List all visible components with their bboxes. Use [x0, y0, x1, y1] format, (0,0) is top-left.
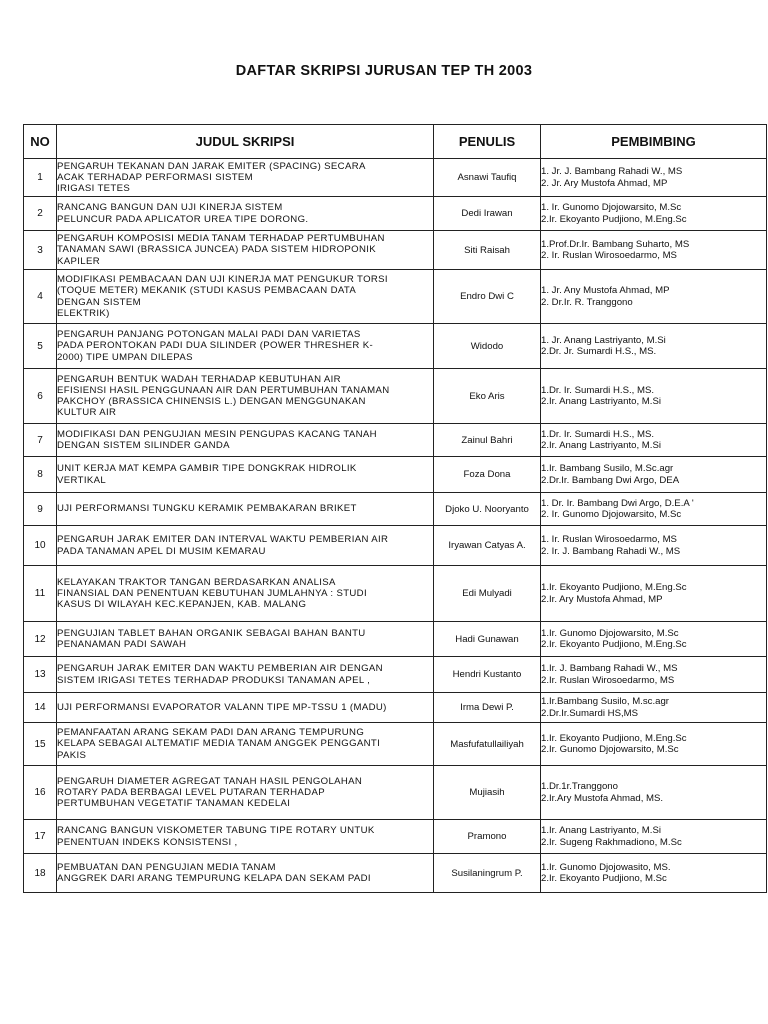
supervisor-names: 1. Jr. J. Bambang Rahadi W., MS 2. Jr. Ary Mustofa Ahmad, MP: [541, 159, 767, 197]
author-name: Dedi Irawan: [434, 197, 541, 231]
table-row: [24, 324, 767, 369]
thesis-title: PENGARUH BENTUK WADAH TERHADAP KEBUTUHAN AIR EFISIENSI HASIL PENGGUNAAN AIR DAN PERTUMBUHAN TANAMAN PAKCHOY (BRASSICA CHINENSIS L.) DENGAN MENGGUNAKAN KULTUR AIR: [57, 369, 434, 424]
table-row: [24, 723, 767, 766]
author-name: Eko Aris: [434, 369, 541, 424]
row-number: 2: [24, 197, 57, 231]
thesis-title: RANCANG BANGUN VISKOMETER TABUNG TIPE ROTARY UNTUK PENENTUAN INDEKS KONSISTENSI ,: [57, 820, 434, 854]
table-row: [24, 369, 767, 424]
author-name: Foza Dona: [434, 457, 541, 493]
author-name: Djoko U. Nooryanto: [434, 493, 541, 526]
thesis-title: MODIFIKASI DAN PENGUJIAN MESIN PENGUPAS KACANG TANAH DENGAN SISTEM SILINDER GANDA: [57, 424, 434, 457]
author-name: Masfufatullailiyah: [434, 723, 541, 766]
supervisor-names: 1.Ir. Bambang Susilo, M.Sc.agr 2.Dr.Ir. Bambang Dwi Argo, DEA: [541, 457, 767, 493]
table-row: [24, 566, 767, 622]
author-name: Hendri Kustanto: [434, 657, 541, 693]
supervisor-names: 1.Ir. Ekoyanto Pudjiono, M.Eng.Sc 2.Ir. Ary Mustofa Ahmad, MP: [541, 566, 767, 622]
thesis-title: PEMBUATAN DAN PENGUJIAN MEDIA TANAM ANGGREK DARI ARANG TEMPURUNG KELAPA DAN SEKAM PADI: [57, 854, 434, 893]
table-row: [24, 231, 767, 270]
table-row: [24, 457, 767, 493]
author-name: Mujiasih: [434, 766, 541, 820]
author-name: Hadi Gunawan: [434, 622, 541, 657]
supervisor-names: 1.Dr. Ir. Sumardi H.S., MS. 2.Ir. Anang Lastriyanto, M.Si: [541, 424, 767, 457]
row-number: 5: [24, 324, 57, 369]
row-number: 17: [24, 820, 57, 854]
thesis-title: UNIT KERJA MAT KEMPA GAMBIR TIPE DONGKRAK HIDROLIK VERTIKAL: [57, 457, 434, 493]
row-number: 3: [24, 231, 57, 270]
supervisor-names: 1.Ir. Gunomo Djojowasito, MS. 2.Ir. Ekoyanto Pudjiono, M.Sc: [541, 854, 767, 893]
supervisor-names: 1.Dr. Ir. Sumardi H.S., MS. 2.Ir. Anang Lastriyanto, M.Si: [541, 369, 767, 424]
supervisor-names: 1.Ir. J. Bambang Rahadi W., MS 2.Ir. Ruslan Wirosoedarmo, MS: [541, 657, 767, 693]
row-number: 1: [24, 159, 57, 197]
supervisor-names: 1.Dr.1r.Tranggono 2.Ir.Ary Mustofa Ahmad, MS.: [541, 766, 767, 820]
author-name: Pramono: [434, 820, 541, 854]
supervisor-names: 1. Dr. Ir. Bambang Dwi Argo, D.E.A ' 2. Ir. Gunomo Djojowarsito, M.Sc: [541, 493, 767, 526]
thesis-title: MODIFIKASI PEMBACAAN DAN UJI KINERJA MAT PENGUKUR TORSI (TOQUE METER) MEKANIK (STUDI KASUS PEMBACAAN DATA DENGAN SISTEM ELEKTRIK): [57, 270, 434, 324]
thesis-title: KELAYAKAN TRAKTOR TANGAN BERDASARKAN ANALISA FINANSIAL DAN PENENTUAN KEBUTUHAN JUMLAHNYA : STUDI KASUS DI WILAYAH KEC.KEPANJEN, KAB. MALANG: [57, 566, 434, 622]
author-name: Irma Dewi P.: [434, 693, 541, 723]
header-no: NO: [24, 125, 57, 159]
row-number: 7: [24, 424, 57, 457]
header-author: PENULIS: [434, 125, 541, 159]
row-number: 8: [24, 457, 57, 493]
author-name: Endro Dwi C: [434, 270, 541, 324]
page-title: DAFTAR SKRIPSI JURUSAN TEP TH 2003: [235, 63, 533, 79]
row-number: 4: [24, 270, 57, 324]
table-row: [24, 854, 767, 893]
table-row: [24, 159, 767, 197]
table-row: [24, 622, 767, 657]
table-row: [24, 766, 767, 820]
thesis-title: PENGUJIAN TABLET BAHAN ORGANIK SEBAGAI BAHAN BANTU PENANAMAN PADI SAWAH: [57, 622, 434, 657]
author-name: Zainul Bahri: [434, 424, 541, 457]
header-supervisor: PEMBIMBING: [541, 125, 767, 159]
row-number: 6: [24, 369, 57, 424]
table-row: [24, 197, 767, 231]
row-number: 18: [24, 854, 57, 893]
thesis-table: [23, 124, 767, 893]
thesis-title: PENGARUH JARAK EMITER DAN WAKTU PEMBERIAN AIR DENGAN SISTEM IRIGASI TETES TERHADAP PRODUKSI TANAMAN APEL ,: [57, 657, 434, 693]
supervisor-names: 1. Ir. Gunomo Djojowarsito, M.Sc 2.Ir. Ekoyanto Pudjiono, M.Eng.Sc: [541, 197, 767, 231]
table-body: [24, 159, 767, 893]
author-name: Edi Mulyadi: [434, 566, 541, 622]
table-row: [24, 693, 767, 723]
table-row: [24, 424, 767, 457]
row-number: 15: [24, 723, 57, 766]
thesis-title: PEMANFAATAN ARANG SEKAM PADI DAN ARANG TEMPURUNG KELAPA SEBAGAI ALTEMATIF MEDIA TANAM ANGGEK PENGGANTI PAKIS: [57, 723, 434, 766]
supervisor-names: 1.Ir. Anang Lastriyanto, M.Si 2.Ir. Sugeng Rakhmadiono, M.Sc: [541, 820, 767, 854]
thesis-title: PENGARUH JARAK EMITER DAN INTERVAL WAKTU PEMBERIAN AIR PADA TANAMAN APEL DI MUSIM KEMARAU: [57, 526, 434, 566]
row-number: 14: [24, 693, 57, 723]
table-row: [24, 657, 767, 693]
thesis-title: PENGARUH DIAMETER AGREGAT TANAH HASIL PENGOLAHAN ROTARY PADA BERBAGAI LEVEL PUTARAN TERHADAP PERTUMBUHAN VEGETATIF TANAMAN KEDELAI: [57, 766, 434, 820]
supervisor-names: 1. Jr. Any Mustofa Ahmad, MP 2. Dr.Ir. R. Tranggono: [541, 270, 767, 324]
row-number: 11: [24, 566, 57, 622]
table-row: [24, 270, 767, 324]
supervisor-names: 1.Prof.Dr.Ir. Bambang Suharto, MS 2. Ir. Ruslan Wirosoedarmo, MS: [541, 231, 767, 270]
thesis-title: PENGARUH TEKANAN DAN JARAK EMITER (SPACING) SECARA ACAK TERHADAP PERFORMASI SISTEM IRIGASI TETES: [57, 159, 434, 197]
supervisor-names: 1. Ir. Ruslan Wirosoedarmo, MS 2. Ir. J. Bambang Rahadi W., MS: [541, 526, 767, 566]
thesis-title: PENGARUH PANJANG POTONGAN MALAI PADI DAN VARIETAS PADA PERONTOKAN PADI DUA SILINDER (POWER THRESHER K- 2000) TIPE UMPAN DILEPAS: [57, 324, 434, 369]
supervisor-names: 1.Ir. Gunomo Djojowarsito, M.Sc 2.Ir. Ekoyanto Pudjiono, M.Eng.Sc: [541, 622, 767, 657]
row-number: 9: [24, 493, 57, 526]
table-row: [24, 526, 767, 566]
author-name: Asnawi Taufiq: [434, 159, 541, 197]
row-number: 16: [24, 766, 57, 820]
header-title: JUDUL SKRIPSI: [57, 125, 434, 159]
thesis-title: PENGARUH KOMPOSISI MEDIA TANAM TERHADAP PERTUMBUHAN TANAMAN SAWI (BRASSICA JUNCEA) PADA SISTEM HIDROPONIK KAPILER: [57, 231, 434, 270]
author-name: Widodo: [434, 324, 541, 369]
row-number: 13: [24, 657, 57, 693]
author-name: Iryawan Catyas A.: [434, 526, 541, 566]
supervisor-names: 1.Ir. Ekoyanto Pudjiono, M.Eng.Sc 2.Ir. Gunomo Djojowarsito, M.Sc: [541, 723, 767, 766]
thesis-title: RANCANG BANGUN DAN UJI KINERJA SISTEM PELUNCUR PADA APLICATOR UREA TIPE DORONG.: [57, 197, 434, 231]
author-name: Siti Raisah: [434, 231, 541, 270]
row-number: 10: [24, 526, 57, 566]
table-header-row: [24, 125, 767, 159]
author-name: Susilaningrum P.: [434, 854, 541, 893]
supervisor-names: 1.Ir.Bambang Susilo, M.sc.agr 2.Dr.Ir.Sumardi HS,MS: [541, 693, 767, 723]
table-row: [24, 493, 767, 526]
thesis-title: UJI PERFORMANSI TUNGKU KERAMIK PEMBAKARAN BRIKET: [57, 493, 434, 526]
table-row: [24, 820, 767, 854]
supervisor-names: 1. Jr. Anang Lastriyanto, M.Si 2.Dr. Jr. Sumardi H.S., MS.: [541, 324, 767, 369]
thesis-title: UJI PERFORMANSI EVAPORATOR VALANN TIPE MP-TSSU 1 (MADU): [57, 693, 434, 723]
row-number: 12: [24, 622, 57, 657]
